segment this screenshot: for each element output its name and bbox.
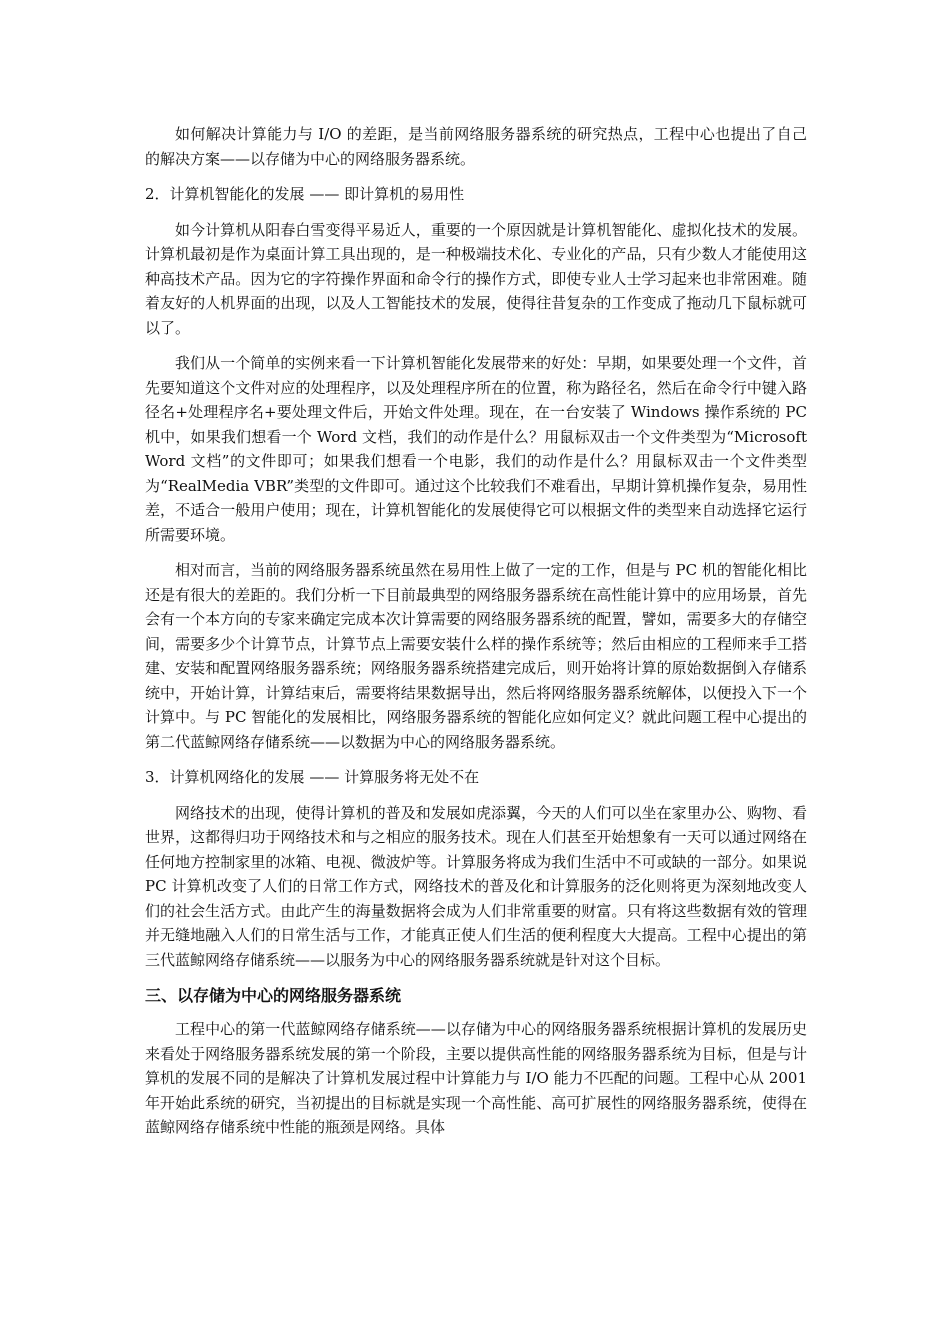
- paragraph-storage-centric: 工程中心的第一代蓝鲸网络存储系统——以存储为中心的网络服务器系统根据计算机的发展历史来看处于网络服务器系统发展的第一个阶段，主要以提供高性能的网络服务器系统为目标，但是与计算机的发展不同的是解决了计算机发展过程中计算能力与 I/O 能力不匹配的问题。工程中心从 2001 年开始此系统的研究，当初提出的目标就是实现一个高性能、高可扩展性的网络服务器系统，使得在蓝鲸网络存储系统中性能的瓶颈是网络。具体: [145, 1020, 807, 1136]
- paragraph-networking: 网络技术的出现，使得计算机的普及和发展如虎添翼，今天的人们可以坐在家里办公、购物、看世界，这都得归功于网络技术和与之相应的服务技术。现在人们甚至开始想象有一天可以通过网络在任何地方控制家里的冰箱、电视、微波炉等。计算服务将成为我们生活中不可或缺的一部分。如果说 PC 计算机改变了人们的日常工作方式，网络技术的普及化和计算服务的泛化则将更为深刻地改变人们的社会生活方式。由此产生的海量数据将会成为人们非常重要的财富。只有将这些数据有效的管理并无缝地融入人们的日常生活与工作，才能真正使人们生活的便利程度大大提高。工程中心提出的第三代蓝鲸网络存储系统——以服务为中心的网络服务器系统就是针对这个目标。: [145, 803, 807, 969]
- document-page: [145, 122, 807, 1151]
- paragraph-io-gap: 如何解决计算能力与 I/O 的差距，是当前网络服务器系统的研究热点，工程中心也提出了自己的解决方案——以存储为中心的网络服务器系统。: [145, 125, 807, 168]
- paragraph-server-usability: 相对而言，当前的网络服务器系统虽然在易用性上做了一定的工作，但是与 PC 机的智能化相比还是有很大的差距的。我们分析一下目前最典型的网络服务器系统在高性能计算中的应用场景，首先会有一个本方向的专家来确定完成本次计算需要的网络服务器系统的配置，譬如，需要多大的存储空间，需要多少个计算节点，计算节点上需要安装什么样的操作系统等；然后由相应的工程师来手工搭建、安装和配置网络服务器系统；网络服务器系统搭建完成后，则开始将计算的原始数据倒入存储系统中，开始计算，计算结束后，需要将结果数据导出，然后将网络服务器系统解体，以便投入下一个计算中。与 PC 智能化的发展相比，网络服务器系统的智能化应如何定义？就此问题工程中心提出的第二代蓝鲸网络存储系统——以数据为中心的网络服务器系统。: [145, 561, 807, 751]
- section-heading: 三、以存储为中心的网络服务器系统: [145, 986, 402, 1005]
- list-item-networking: 3．计算机网络化的发展 —— 计算服务将无处不在: [145, 768, 480, 786]
- paragraph-intelligence-example: 我们从一个简单的实例来看一下计算机智能化发展带来的好处：早期，如果要处理一个文件，首先要知道这个文件对应的处理程序，以及处理程序所在的位置，称为路径名，然后在命令行中键入路径名+处理程序名+要处理文件后，开始文件处理。现在，在一台安装了 Windows 操作系统的 PC 机中，如果我们想看一个 Word 文档，我们的动作是什么？用鼠标双击一个文件类型为“Microsoft Word 文档”的文件即可；如果我们想看一个电影，我们的动作是什么？用鼠标双击一个文件类型为“RealMedia VBR”类型的文件即可。通过这个比较我们不难看出，早期计算机操作复杂，易用性差，不适合一般用户使用；现在，计算机智能化的发展使得它可以根据文件的类型来自动选择它运行所需要环境。: [145, 354, 807, 544]
- list-item-intelligence: 2．计算机智能化的发展 —— 即计算机的易用性: [145, 185, 465, 203]
- paragraph-intelligence-intro: 如今计算机从阳春白雪变得平易近人，重要的一个原因就是计算机智能化、虚拟化技术的发展。计算机最初是作为桌面计算工具出现的，是一种极端技术化、专业化的产品，只有少数人才能使用这种高技术产品。因为它的字符操作界面和命令行的操作方式，即使专业人士学习起来也非常困难。随着友好的人机界面的出现，以及人工智能技术的发展，使得往昔复杂的工作变成了拖动几下鼠标就可以了。: [145, 220, 807, 337]
